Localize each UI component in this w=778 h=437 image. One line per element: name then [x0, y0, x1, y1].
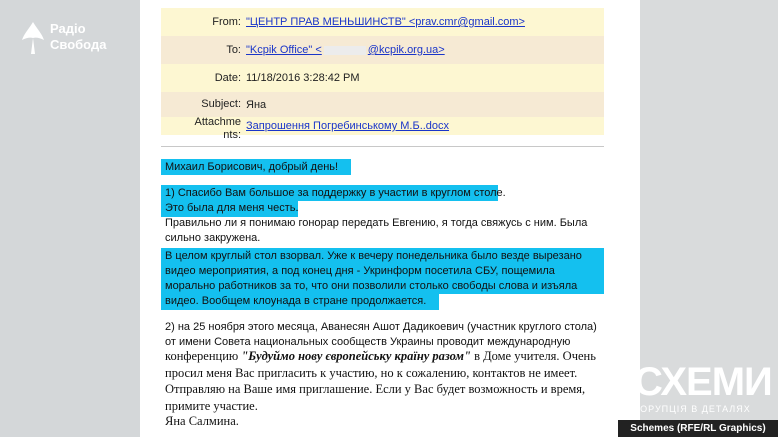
p2-line-2: видео мероприятия, а под конец дня - Укринформ посетила СБУ, пощемила [165, 265, 555, 277]
p2-line-3: морально работников за то, что они позволили столько свободы слова и изъяла [165, 280, 578, 292]
attachments-label-line-1: Attachme [194, 116, 241, 128]
p3-line-3 [165, 348, 596, 365]
paragraph-1 [165, 186, 587, 246]
header-separator [161, 146, 604, 147]
date-row [161, 64, 604, 92]
to-value-start: "Kcpik Office" < [246, 44, 322, 56]
logo-line-1: Радіо [50, 21, 86, 36]
to-row [161, 36, 604, 64]
brand-tagline: КОРУПЦІЯ В ДЕТАЛЯХ [634, 404, 751, 414]
to-value[interactable] [246, 44, 445, 56]
attachments-label-line-2: nts: [223, 129, 241, 141]
from-label: From: [212, 15, 241, 28]
from-value[interactable]: "ЦЕНТР ПРАВ МЕНЬШИНСТВ" <prav.cmr@gmail.com> [246, 16, 525, 28]
paragraph-3-serif [165, 348, 596, 414]
date-value: 11/18/2016 3:28:42 PM [246, 72, 360, 84]
p3-line-5: Отправляю на Ваше имя приглашение. Если у Вас будет возможность и время, [165, 382, 586, 396]
attachments-label [161, 116, 246, 142]
to-value-end: @kcpik.org.ua> [367, 44, 445, 56]
logo-line-2: Свобода [50, 37, 107, 52]
paragraph-2 [165, 249, 582, 309]
p1-line-2: Это была для меня честь. [165, 202, 299, 214]
image-credit: Schemes (RFE/RL Graphics) [618, 420, 778, 437]
p1-line-3: Правильно ли я понимаю гонорар передать Евгению, я тогда свяжусь с ним. Была [165, 217, 588, 229]
redacted-mask [324, 46, 366, 55]
signature: Яна Салмина. [165, 414, 239, 428]
paragraph-3-line-1: 2) на 25 ноября этого месяца, Аванесян Ашот Дадикоевич (участник круглого стола) [165, 321, 597, 333]
p3-line-4: просил меня Вас пригласить к участию, но к сожалению, контактов не имеет. [165, 365, 578, 380]
subject-row [161, 92, 604, 117]
p1-line-1: 1) Спасибо Вам большое за поддержку в участии в круглом столе. [165, 187, 506, 199]
from-row [161, 8, 604, 36]
email-header [161, 8, 604, 141]
email-document [140, 0, 640, 437]
subject-label: Subject: [201, 98, 241, 110]
subject-value: Яна [246, 98, 267, 111]
brand-name: СХЕМИ [634, 360, 772, 404]
paragraph-3-line-2: от имени Совета национальных сообществ Украины проводит международную [165, 336, 571, 348]
p2-line-4: видео. Вообщем клоунада в стране продолжается. [165, 295, 427, 307]
greeting: Михаил Борисович, добрый день! [165, 161, 339, 173]
attachment-link[interactable]: Запрошення Погребинському М.Б..docx [246, 120, 450, 132]
p1-line-4: сильно закружена. [165, 232, 261, 244]
date-label: Date: [214, 71, 241, 84]
p3-line-3-post: в Доме учителя. Очень [470, 349, 596, 363]
conference-title: "Будуймо нову європейську країну разом" [241, 349, 471, 363]
p2-line-1: В целом круглый стол взорвал. Уже к вечеру понедельника было везде вырезано [165, 250, 582, 262]
skhemy-logo [634, 362, 772, 414]
radio-svoboda-mark-icon [20, 20, 46, 56]
left-margin [0, 0, 140, 437]
attachments-row [161, 116, 604, 141]
p3-line-6: примите участие. [165, 398, 258, 413]
to-label: To: [226, 43, 241, 56]
p3-line-3-pre: конференцию [165, 349, 242, 363]
